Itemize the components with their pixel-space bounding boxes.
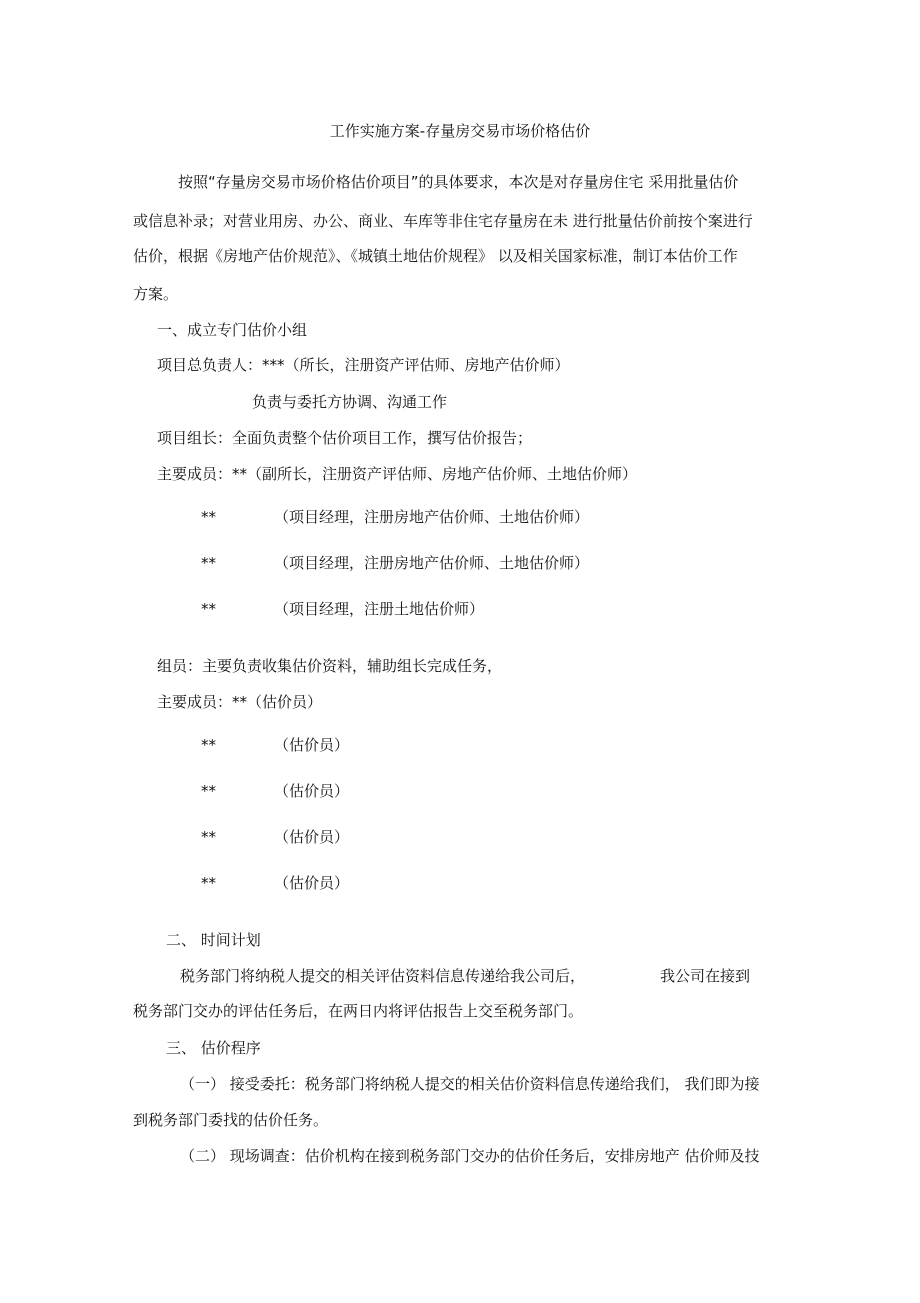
staff-main-members: 主要成员：**（估价员） — [157, 693, 323, 711]
staff-member-role: （估价员） — [274, 736, 350, 754]
section-2-line-1a: 税务部门将纳税人提交的相关评估资料信息传递给我公司后， — [180, 967, 586, 985]
staff-member-name: ** — [201, 782, 216, 800]
staff-description: 组员：主要负责收集估价资料，辅助组长完成任务， — [157, 657, 503, 675]
member-role: （项目经理，注册房地产估价师、土地估价师） — [274, 554, 590, 572]
intro-line-4: 方案。 — [133, 285, 179, 303]
group-leader: 项目组长：全面负责整个估价项目工作，撰写估价报告； — [157, 429, 533, 447]
project-leader-duty: 负责与委托方协调、沟通工作 — [252, 393, 448, 411]
staff-member-name: ** — [201, 874, 216, 892]
staff-member-name: ** — [201, 828, 216, 846]
member-name: ** — [201, 508, 216, 526]
section-2-heading: 二、 时间计划 — [166, 931, 261, 949]
section-3-item-2-line-1: （二） 现场调查：估价机构在接到税务部门交办的估价任务后，安排房地产 估价师及技 — [180, 1147, 760, 1165]
section-2-line-1b: 我公司在接到 — [660, 967, 751, 985]
section-1-heading: 一、成立专门估价小组 — [157, 321, 308, 339]
intro-line-1: 按照“存量房交易市场价格估价项目”的具体要求，本次是对存量房住宅 采用批量估价 — [178, 173, 739, 191]
member-role: （项目经理，注册房地产估价师、土地估价师） — [274, 508, 590, 526]
section-2-line-2: 税务部门交办的评估任务后，在两日内将评估报告上交至税务部门。 — [133, 1002, 584, 1020]
intro-line-3: 估价，根据《房地产估价规范》、《城镇土地估价规程》 以及相关国家标准，制订本估价工作 — [133, 247, 738, 265]
member-name: ** — [201, 554, 216, 572]
staff-member-role: （估价员） — [274, 874, 350, 892]
staff-member-role: （估价员） — [274, 828, 350, 846]
project-leader: 项目总负责人：***（所长，注册资产评估师、房地产估价师） — [157, 356, 570, 374]
staff-member-name: ** — [201, 736, 216, 754]
section-3-item-1-line-1: （一） 接受委托：税务部门将纳税人提交的相关估价资料信息传递给我们， 我们即为接 — [180, 1075, 760, 1093]
member-name: ** — [201, 600, 216, 618]
section-3-heading: 三、 估价程序 — [166, 1039, 261, 1057]
staff-member-role: （估价员） — [274, 782, 350, 800]
document-title: 工作实施方案-存量房交易市场价格估价 — [329, 122, 591, 140]
main-members: 主要成员：**（副所长，注册资产评估师、房地产估价师、土地估价师） — [157, 465, 638, 483]
intro-line-2: 或信息补录；对营业用房、办公、商业、车库等非住宅存量房在未 进行批量估价前按个案进行 — [133, 212, 753, 230]
section-3-item-1-line-2: 到税务部门委找的估价任务。 — [133, 1111, 329, 1129]
member-role: （项目经理，注册土地估价师） — [274, 600, 485, 618]
